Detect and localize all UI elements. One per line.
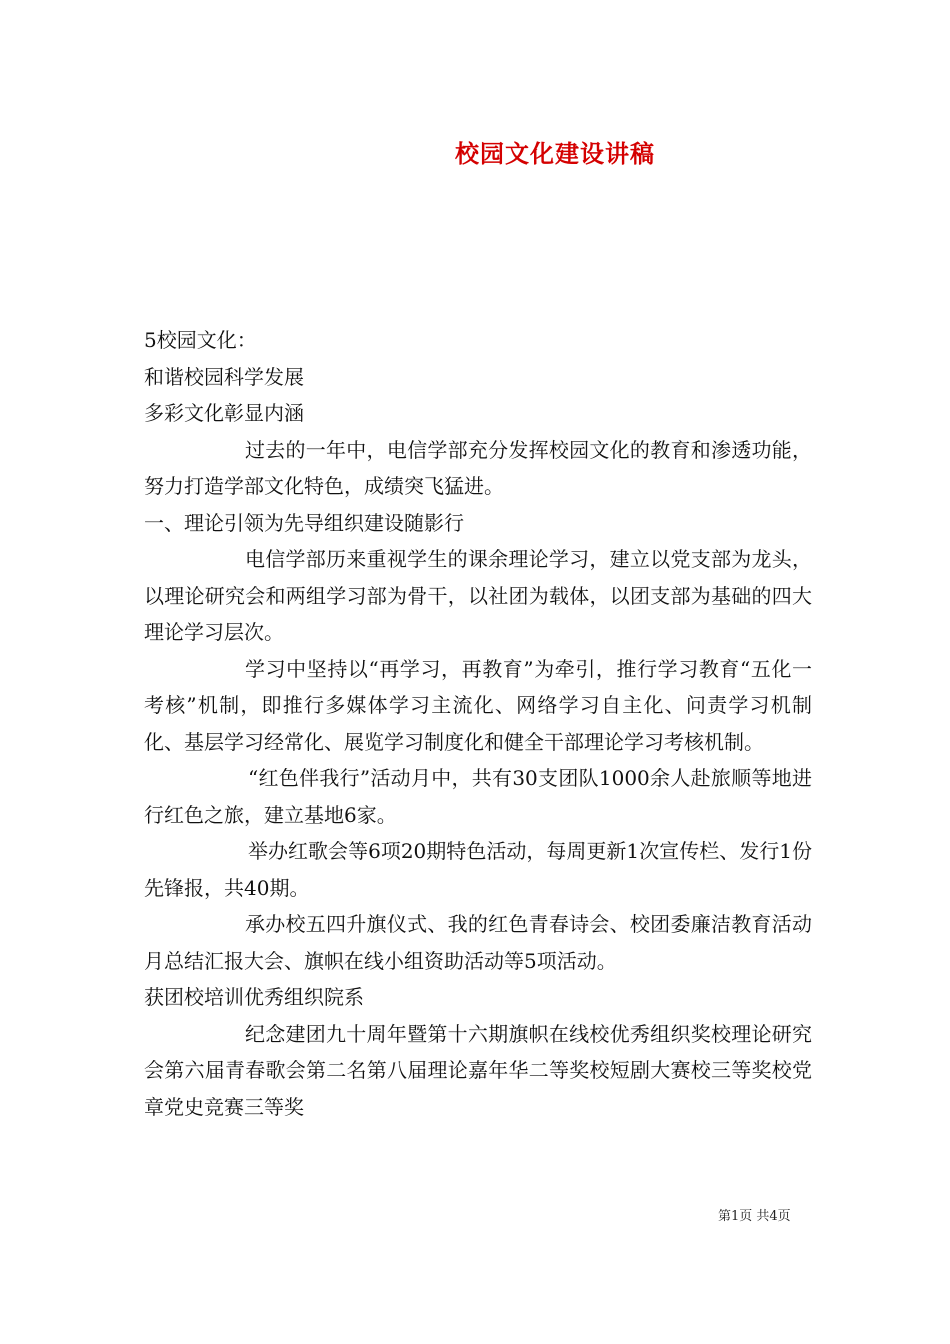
document-body [144, 322, 812, 1125]
page-title: 校园文化建设讲稿 [455, 140, 655, 168]
subheading-harmony: 和谐校园科学发展 [144, 364, 304, 389]
page-indicator: 第1页 共4页 [718, 1209, 791, 1224]
award-heading: 获团校培训优秀组织院系 [144, 985, 364, 1009]
section-label: 5校园文化： [144, 328, 257, 352]
paragraph-red-activity: “红色伴我行”活动月中，共有30支团队1000余人赴旅顺等地进行红色之旅，建立基地6家。 [144, 766, 812, 827]
paragraph-study-mechanism: 学习中坚持以“再学习，再教育”为牵引，推行学习教育“五化一考核”机制，即推行多媒体学习主流化、网络学习自主化、问责学习机制化、基层学习经常化、展览学习制度化和健全干部理论学习考核机制。 [144, 656, 812, 754]
paragraph-hosted-activities: 承办校五四升旗仪式、我的红色青春诗会、校团委廉洁教育活动月总结汇报大会、旗帜在线小组资助活动等5项活动。 [144, 912, 812, 973]
award-paragraph: 纪念建团九十周年暨第十六期旗帜在线校优秀组织奖校理论研究会第六届青春歌会第二名第八届理论嘉年华二等奖校短剧大赛校三等奖校党章党史竞赛三等奖 [144, 1021, 812, 1119]
subheading-culture: 多彩文化彰显内涵 [144, 401, 304, 425]
paragraph-events: 举办红歌会等6项20期特色活动，每周更新1次宣传栏、发行1份先锋报，共40期。 [144, 839, 812, 900]
section-heading-one: 一、理论引领为先导组织建设随影行 [144, 510, 464, 535]
paragraph-theory-levels: 电信学部历来重视学生的课余理论学习，建立以党支部为龙头，以理论研究会和两组学习部为骨干，以社团为载体，以团支部为基础的四大理论学习层次。 [144, 547, 812, 644]
intro-paragraph: 过去的一年中，电信学部充分发挥校园文化的教育和渗透功能，努力打造学部文化特色，成绩突飞猛进。 [144, 437, 812, 498]
